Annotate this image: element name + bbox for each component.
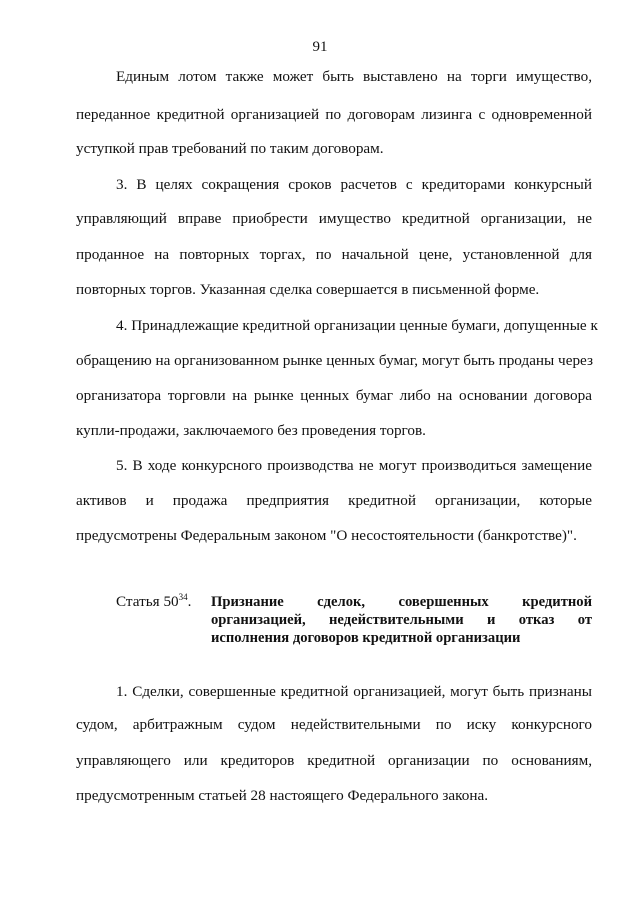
text-line: купли-продажи, заключаемого без проведения торгов. — [76, 422, 426, 439]
text-line: переданное кредитной организацией по договорам лизинга с одновременной — [76, 106, 592, 123]
text-line: управляющего или кредиторов кредитной организации по основаниям, — [76, 752, 592, 769]
text-line: повторных торгов. Указанная сделка совершается в письменной форме. — [76, 281, 540, 298]
text-line: проданное на повторных торгах, по начальной цене, установленной для — [76, 246, 592, 263]
article-title-line: организацией, недействительными и отказ от — [211, 612, 592, 628]
text-line: 1. Сделки, совершенные кредитной организацией, могут быть признаны — [116, 683, 592, 700]
text-line: уступкой прав требований по таким договорам. — [76, 140, 384, 157]
text-line: управляющий вправе приобрести имущество кредитной организации, не — [76, 210, 592, 227]
page-number: 91 — [312, 39, 328, 55]
text-line: организатора торговли на рынке ценных бумаг либо на основании договора — [76, 387, 592, 404]
text-line: 5. В ходе конкурсного производства не могут производиться замещение — [116, 457, 592, 474]
article-title-line: Признание сделок, совершенных кредитной — [211, 594, 592, 610]
text-line: активов и продажа предприятия кредитной организации, которые — [76, 492, 592, 509]
article-label-superscript: 34 — [178, 592, 188, 602]
text-line: 3. В целях сокращения сроков расчетов с кредиторами конкурсный — [116, 176, 592, 193]
text-line: судом, арбитражным судом недействительными по иску конкурсного — [76, 716, 592, 733]
article-label — [116, 593, 191, 611]
article-label-text: Статья 50 — [116, 593, 179, 610]
text-line: 4. Принадлежащие кредитной организации ценные бумаги, допущенные к — [116, 317, 598, 334]
text-line: Единым лотом также может быть выставлено на торги имущество, — [116, 68, 592, 85]
text-line: обращению на организованном рынке ценных бумаг, могут быть проданы через — [76, 352, 593, 369]
text-line: предусмотренным статьей 28 настоящего Федерального закона. — [76, 787, 489, 804]
article-title-line: исполнения договоров кредитной организации — [211, 630, 521, 646]
text-line: предусмотрены Федеральным законом "О несостоятельности (банкротстве)". — [76, 527, 577, 544]
article-label-suffix: . — [187, 593, 192, 610]
